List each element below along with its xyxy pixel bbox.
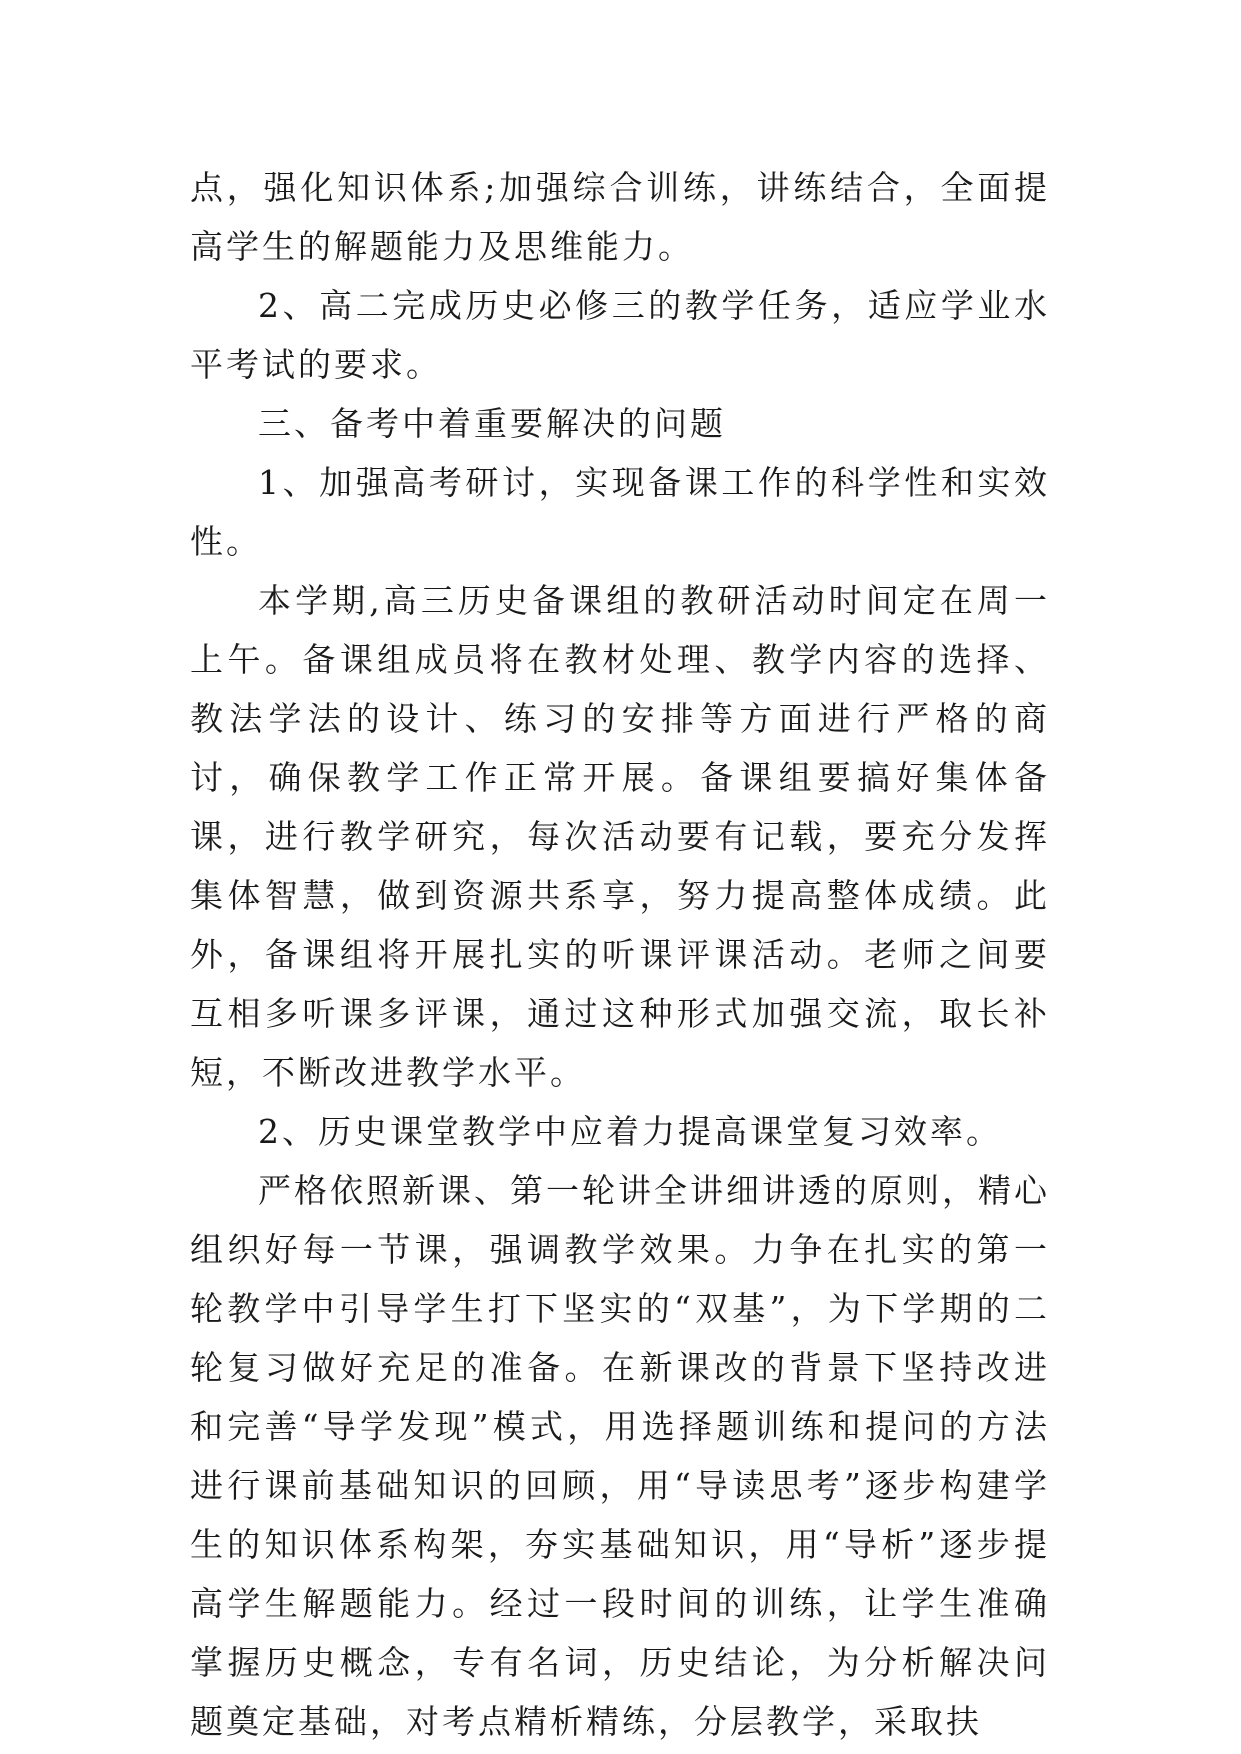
paragraph-2: 2、高二完成历史必修三的教学任务，适应学业水平考试的要求。 [190,286,1050,384]
section-heading: 三、备考中着重要解决的问题 [258,404,726,443]
paragraph-1: 点，强化知识体系;加强综合训练，讲练结合，全面提高学生的解题能力及思维能力。 [190,168,1050,266]
document-body [190,158,1050,1751]
paragraph-4: 严格依照新课、第一轮讲全讲细讲透的原则，精心组织好每一节课，强调教学效果。力争在扎实的第一轮教学中引导学生打下坚实的“双基”，为下学期的二轮复习做好充足的准备。在新课改的背景下坚持改进和完善“导学发现”模式，用选择题训练和提问的方法进行课前基础知识的回顾，用“导读思考”逐步构建学生的知识体系构架，夯实基础知识，用“导析”逐步提高学生解题能力。经过一段时间的训练，让学生准确掌握历史概念，专有名词，历史结论，为分析解决问题奠定基础，对考点精析精练，分层教学，采取扶 [190,1171,1050,1741]
paragraph-3: 本学期,高三历史备课组的教研活动时间定在周一上午。备课组成员将在教材处理、教学内容的选择、教法学法的设计、练习的安排等方面进行严格的商讨，确保教学工作正常开展。备课组要搞好集体备课，进行教学研究，每次活动要有记载，要充分发挥集体智慧，做到资源共系享，努力提高整体成绩。此外，备课组将开展扎实的听课评课活动。老师之间要互相多听课多评课，通过这种形式加强交流，取长补短，不断改进教学水平。 [190,581,1050,1092]
paragraph-subheading-2: 2、历史课堂教学中应着力提高课堂复习效率。 [258,1112,1002,1151]
paragraph-subheading-1: 1、加强高考研讨，实现备课工作的科学性和实效性。 [190,463,1050,561]
